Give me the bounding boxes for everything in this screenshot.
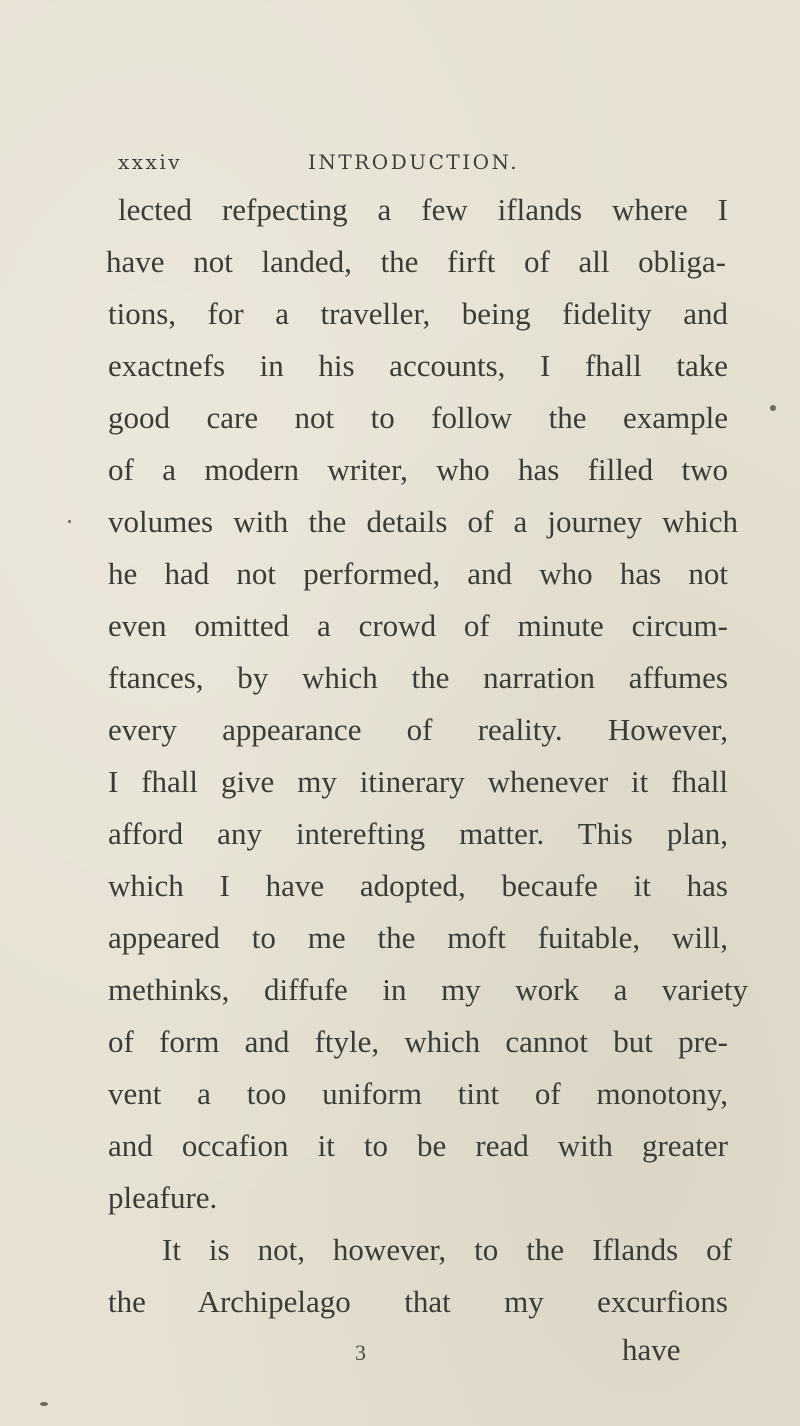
text-line-21: It is not, however, to the Iflands of (162, 1232, 732, 1267)
text-line-10: ftances, by which the narration affumes (108, 660, 728, 695)
text-line-16: methinks, diffufe in my work a variety (108, 972, 748, 1007)
signature-mark: 3 (355, 1340, 366, 1365)
paper-speck (68, 520, 71, 523)
text-line-1: lected refpecting a few iflands where I (118, 192, 728, 227)
text-line-9: even omitted a crowd of minute circum- (108, 608, 728, 643)
text-line-19: and occafion it to be read with greater (108, 1128, 728, 1163)
paper-speck (770, 405, 776, 411)
text-line-14: which I have adopted, becaufe it has (108, 868, 728, 903)
text-line-11: every appearance of reality. However, (108, 712, 728, 747)
text-line-2: have not landed, the firft of all obliga- (106, 244, 726, 279)
catchword: have (622, 1332, 681, 1367)
running-head: INTRODUCTION. (308, 150, 520, 174)
text-line-15: appeared to me the moft fuitable, will, (108, 920, 728, 955)
text-line-12: I fhall give my itinerary whenever it fhall (108, 764, 728, 799)
text-line-4: exactnefs in his accounts, I fhall take (108, 348, 728, 383)
text-line-8: he had not performed, and who has not (108, 556, 728, 591)
text-line-22: the Archipelago that my excurfions (108, 1284, 728, 1319)
text-line-6: of a modern writer, who has filled two (108, 452, 728, 487)
text-line-7: volumes with the details of a journey which (108, 504, 738, 539)
text-line-17: of form and ftyle, which cannot but pre- (108, 1024, 728, 1059)
paper-speck (40, 1402, 48, 1406)
text-line-3: tions, for a traveller, being fidelity and (108, 296, 728, 331)
page-number: xxxiv (118, 150, 183, 174)
text-line-5: good care not to follow the example (108, 400, 728, 435)
text-line-13: afford any interefting matter. This plan, (108, 816, 728, 851)
text-line-18: vent a too uniform tint of monotony, (108, 1076, 728, 1111)
text-line-20: pleafure. (108, 1180, 218, 1215)
